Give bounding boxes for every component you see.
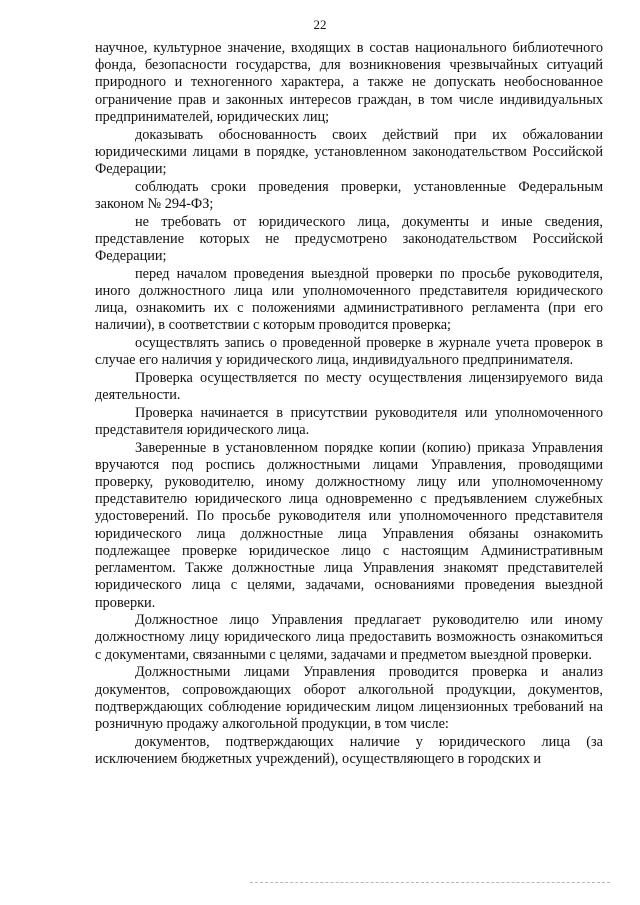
paragraph-inspection-start: Проверка начинается в присутствии руководителя или уполномоченного представителя юридического лица. <box>95 404 603 438</box>
page-number: 22 <box>313 17 327 32</box>
paragraph-continuation: научное, культурное значение, входящих в состав национального библиотечного фонда, безопасности государства, для возникновения чрезвычайных ситуаций природного и техногенного характера, а также не допускать необоснованное ограничение прав и законных интересов граждан, в том числе индивидуальных предпринимателей, юридических лиц; <box>95 40 603 125</box>
paragraph-inspection-log: осуществлять запись о проведенной проверке в журнале учета проверок в случае его наличия у юридического лица, индивидуального предпринимателя. <box>95 334 603 369</box>
paragraph-order-copies: Заверенные в установленном порядке копии (копию) приказа Управления вручаются под роспись должностными лицами Управления, проводящими проверку, руководителю, иному должностному лицу или уполномоченному представителю юридического лица одновременно с предъявлением служебных удостоверений. По просьбе руководителя или уполномоченного представителя юридического лица должностные лица Управления обязаны ознакомить подлежащее проверке юридическое лицо с настоящим Административным регламентом. Также должностные лица Управления знакомят представителей юридического лица с целями, задачами, основаниями проведения выездной проверки. <box>95 439 603 611</box>
paragraph-documents-list: документов, подтверждающих наличие у юридического лица (за исключением бюджетных учреждений), осуществляющего в городских и <box>95 733 603 767</box>
document-body <box>95 40 603 769</box>
paragraph-official-offer: Должностное лицо Управления предлагает руководителю или иному должностному лицу юридического лица предоставить возможность ознакомиться с документами, связанными с целями, задачами и предметом выездной проверки. <box>95 612 603 663</box>
paragraph-justify-actions: доказывать обоснованность своих действий при их обжаловании юридическими лицами в порядке, установленном законодательством Российской Федерации; <box>95 126 603 177</box>
paragraph-document-analysis: Должностными лицами Управления проводится проверка и анализ документов, сопровождающих оборот алкогольной продукции, документов, подтверждающих соблюдение юридическим лицом лицензионных требований на розничную продажу алкогольной продукции, в том числе: <box>95 664 603 732</box>
footer-divider <box>250 882 610 883</box>
paragraph-deadlines: соблюдать сроки проведения проверки, установленные Федеральным законом № 294-ФЗ; <box>95 178 603 212</box>
paragraph-inspection-location: Проверка осуществляется по месту осуществления лицензируемого вида деятельности. <box>95 369 603 404</box>
paragraph-no-extra-documents: не требовать от юридического лица, документы и иные сведения, представление которых не предусмотрено законодательством Российской Федерации; <box>95 213 603 264</box>
paragraph-familiarize-regulation: перед началом проведения выездной проверки по просьбе руководителя, иного должностного лица или уполномоченного представителя юридического лица, ознакомить их с положениями административного регламента (при его наличии), в соответствии с которым проводится проверка; <box>95 265 603 334</box>
